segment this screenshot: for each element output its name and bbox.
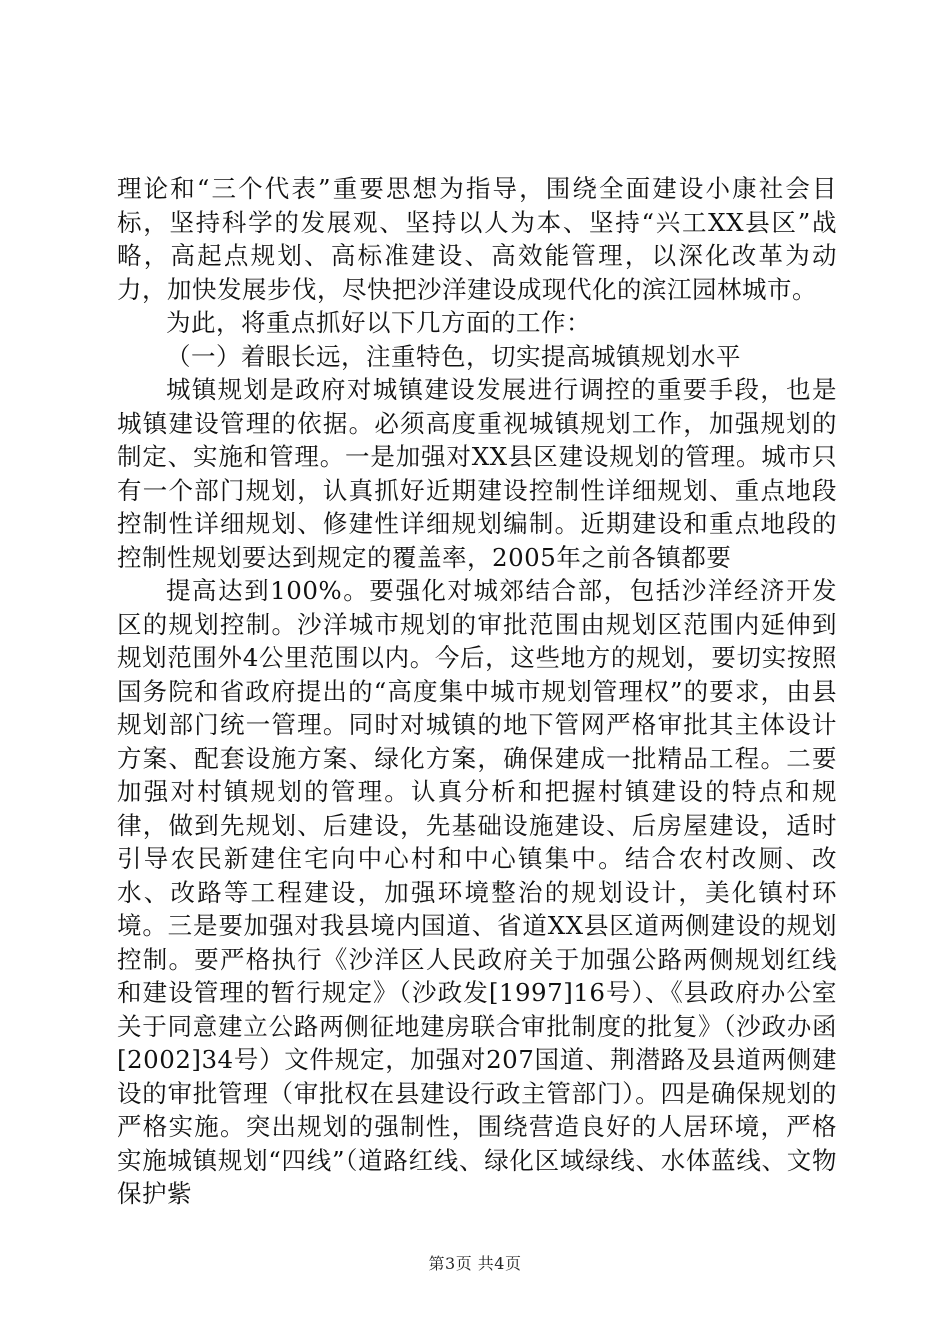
section-heading: （一）着眼长远，注重特色，切实提高城镇规划水平 [166,341,741,371]
body-text [117,172,837,1211]
paragraph-intro: 为此，将重点抓好以下几方面的工作： [166,308,591,337]
paragraph-planning-details: 提高达到100%。要强化对城郊结合部，包括沙洋经济开发区的规划控制。沙洋城市规划的审批范围由规划区范围内延伸到规划范围外4公里范围以内。今后，这些地方的规划，要切实按照国务院和省政府提出的“高度集中城市规划管理权”的要求，由县规划部门统一管理。同时对城镇的地下管网严格审批其主体设计方案、配套设施方案、绿化方案，确保建成一批精品工程。二要加强对村镇规划的管理。认真分析和把握村镇建设的特点和规律，做到先规划、后建设，先基础设施建设、后房屋建设，适时引导农民新建住宅向中心村和中心镇集中。结合农村改厕、改水、改路等工程建设，加强环境整治的规划设计，美化镇村环境。三是要加强对我县境内国道、省道XX县区道两侧建设的规划控制。要严格执行《沙洋区人民政府关于加强公路两侧规划红线和建设管理的暂行规定》（沙政发[1997]16号）、《县政府办公室关于同意建立公路两侧征地建房联合审批制度的批复》（沙政办函[2002]34号）文件规定，加强对207国道、荆潜路及县道两侧建设的审批管理（审批权在县建设行政主管部门）。四是确保规划的严格实施。突出规划的强制性，围绕营造良好的人居环境，严格实施城镇规划“四线”（道路红线、绿化区域绿线、水体蓝线、文物保护紫 [117,576,837,1208]
paragraph-planning: 城镇规划是政府对城镇建设发展进行调控的重要手段，也是城镇建设管理的依据。必须高度重视城镇规划工作，加强规划的制定、实施和管理。一是加强对XX县区建设规划的管理。城市只有一个部门规划，认真抓好近期建设控制性详细规划、重点地段控制性详细规划、修建性详细规划编制。近期建设和重点地段的控制性规划要达到规定的覆盖率，2005年之前各镇都要 [117,375,837,572]
paragraph-continuation: 理论和“三个代表”重要思想为指导，围绕全面建设小康社会目标，坚持科学的发展观、坚持以人为本、坚持“兴工XX县区”战略，高起点规划、高标准建设、高效能管理，以深化改革为动力，加快发展步伐，尽快把沙洋建设成现代化的滨江园林城市。 [117,174,837,304]
page-number: 第3页 共4页 [428,1254,522,1273]
